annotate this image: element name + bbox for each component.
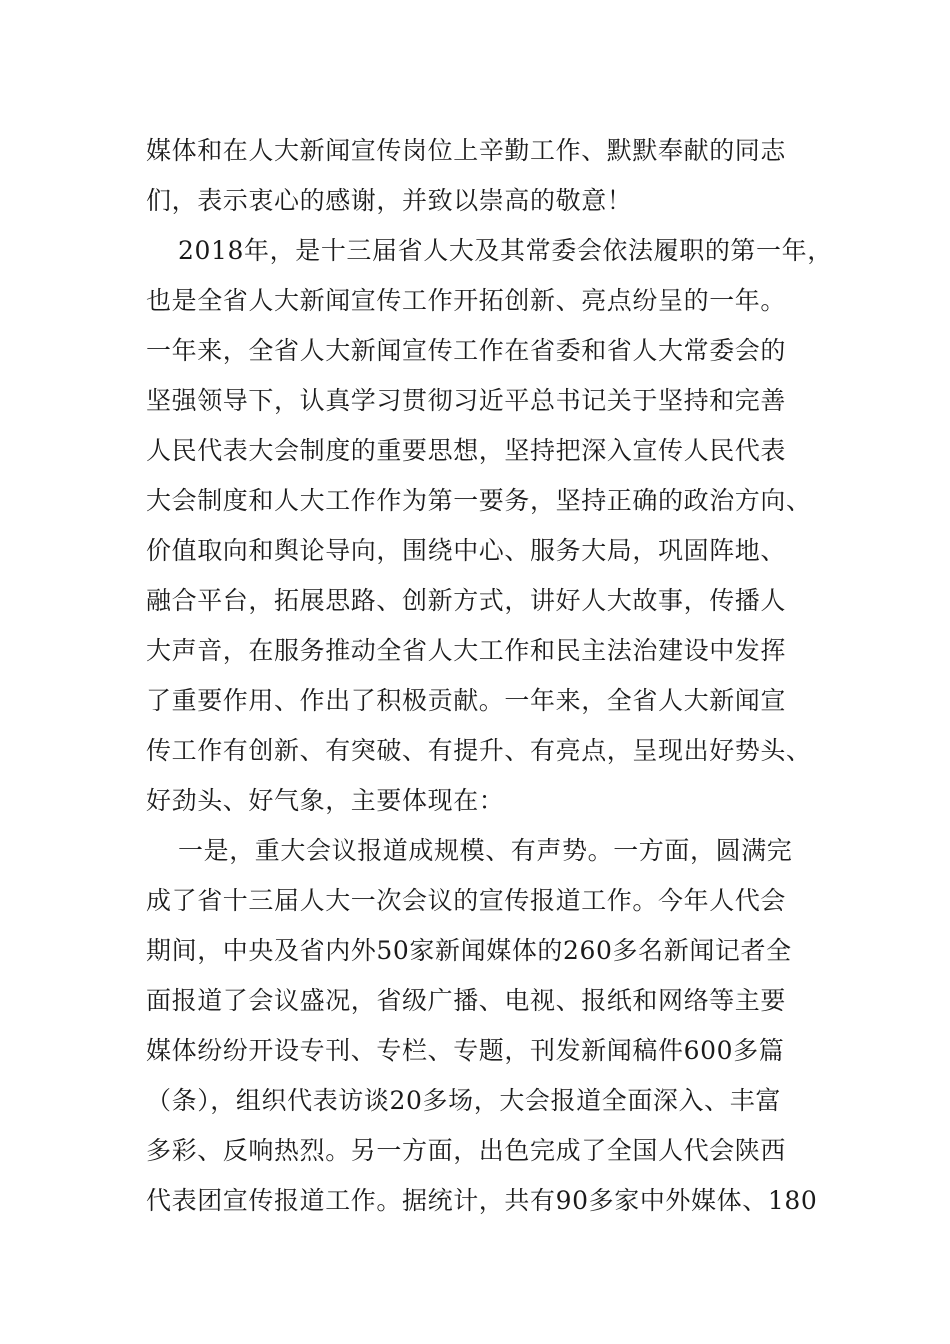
- text-line: 多彩、反响热烈。另一方面，出色完成了全国人代会陕西: [146, 1136, 787, 1165]
- text-line: 面报道了会议盛况，省级广播、电视、报纸和网络等主要: [146, 986, 787, 1015]
- text-line: 大声音，在服务推动全省人大工作和民主法治建设中发挥: [146, 636, 787, 665]
- text-line: 传工作有创新、有突破、有提升、有亮点，呈现出好势头、: [146, 736, 812, 765]
- text-line: 期间，中央及省内外50家新闻媒体的260多名新闻记者全: [146, 936, 792, 965]
- paragraph-start-line: 一是，重大会议报道成规模、有声势。一方面，圆满完: [178, 836, 793, 865]
- text-line: 大会制度和人大工作作为第一要务，坚持正确的政治方向、: [146, 486, 812, 515]
- text-line: 代表团宣传报道工作。据统计，共有90多家中外媒体、180: [146, 1186, 818, 1215]
- text-line: 也是全省人大新闻宣传工作开拓创新、亮点纷呈的一年。: [146, 286, 787, 315]
- text-line: 价值取向和舆论导向，围绕中心、服务大局，巩固阵地、: [146, 536, 787, 565]
- text-line: 们，表示衷心的感谢，并致以崇高的敬意！: [146, 186, 633, 215]
- text-line: 坚强领导下，认真学习贯彻习近平总书记关于坚持和完善: [146, 386, 787, 415]
- text-line: 媒体和在人大新闻宣传岗位上辛勤工作、默默奉献的同志: [146, 136, 787, 165]
- paragraph-start-line: 2018年，是十三届省人大及其常委会依法履职的第一年，: [178, 236, 833, 265]
- text-line: 成了省十三届人大一次会议的宣传报道工作。今年人代会: [146, 886, 787, 915]
- text-line: （条），组织代表访谈20多场，大会报道全面深入、丰富: [146, 1086, 781, 1115]
- text-line: 一年来，全省人大新闻宣传工作在省委和省人大常委会的: [146, 336, 787, 365]
- text-line: 了重要作用、作出了积极贡献。一年来，全省人大新闻宣: [146, 686, 787, 715]
- text-line: 好劲头、好气象，主要体现在：: [146, 786, 505, 815]
- text-line: 媒体纷纷开设专刊、专栏、专题，刊发新闻稿件600多篇: [146, 1036, 785, 1065]
- body-text: [146, 126, 833, 1226]
- text-line: 融合平台，拓展思路、创新方式，讲好人大故事，传播人: [146, 586, 787, 615]
- text-line: 人民代表大会制度的重要思想，坚持把深入宣传人民代表: [146, 436, 787, 465]
